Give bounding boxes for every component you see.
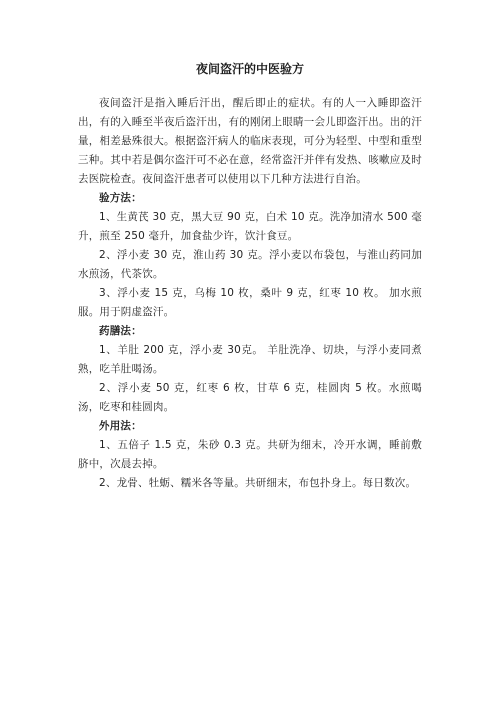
intro-paragraph: 夜间盗汗是指入睡后汗出，醒后即止的症状。有的人一入睡即盗汗出，有的入睡至半夜后盗汗出，有的刚闭上眼睛一会儿即盗汗出。出的汗量，相差悬殊很大。根据盗汗病人的临床表现，可分为轻型、中型和重型三种。其中若是偶尔盗汗可不必在意，经常盗汗并伴有发热、咳嗽应及时去医院检查。夜间盗汗患者可以使用以下几种方法进行自治。 [78, 97, 422, 185]
diet-item-1: 1、羊肚 200 克，浮小麦 30克。 羊肚洗净、切块，与浮小麦同煮熟，吃羊肚喝汤。 [78, 344, 422, 375]
section-heading-prescriptions: 验方法： [99, 192, 142, 204]
diet-item-2: 2、浮小麦 50 克，红枣 6 枚，甘草 6 克，桂圆肉 5 枚。水煎喝汤，吃枣和桂圆肉。 [78, 382, 422, 413]
prescription-item-1: 1、生黄芪 30 克，黑大豆 90 克，白术 10 克。洗净加清水 500 毫升，煎至 250 毫升，加食盐少许，饮汁食豆。 [78, 211, 422, 242]
document-title: 夜间盗汗的中医验方 [195, 62, 304, 76]
section-heading-diet: 药膳法： [99, 325, 142, 337]
prescription-item-3: 3、浮小麦 15 克，乌梅 10 枚，桑叶 9 克，红枣 10 枚。 加水煎服。用于阴虚盗汗。 [78, 287, 422, 318]
section-heading-external: 外用法： [99, 420, 142, 432]
prescription-item-2: 2、浮小麦 30 克，淮山药 30 克。浮小麦以布袋包，与淮山药同加水煎汤，代茶饮。 [78, 249, 422, 280]
document-page [78, 60, 422, 493]
external-item-2: 2、龙骨、牡蛎、糯米各等量。共研细末，布包扑身上。每日数次。 [99, 477, 417, 489]
external-item-1: 1、五倍子 1.5 克，朱砂 0.3 克。共研为细末，冷开水调，睡前敷脐中，次晨去掉。 [78, 439, 422, 470]
